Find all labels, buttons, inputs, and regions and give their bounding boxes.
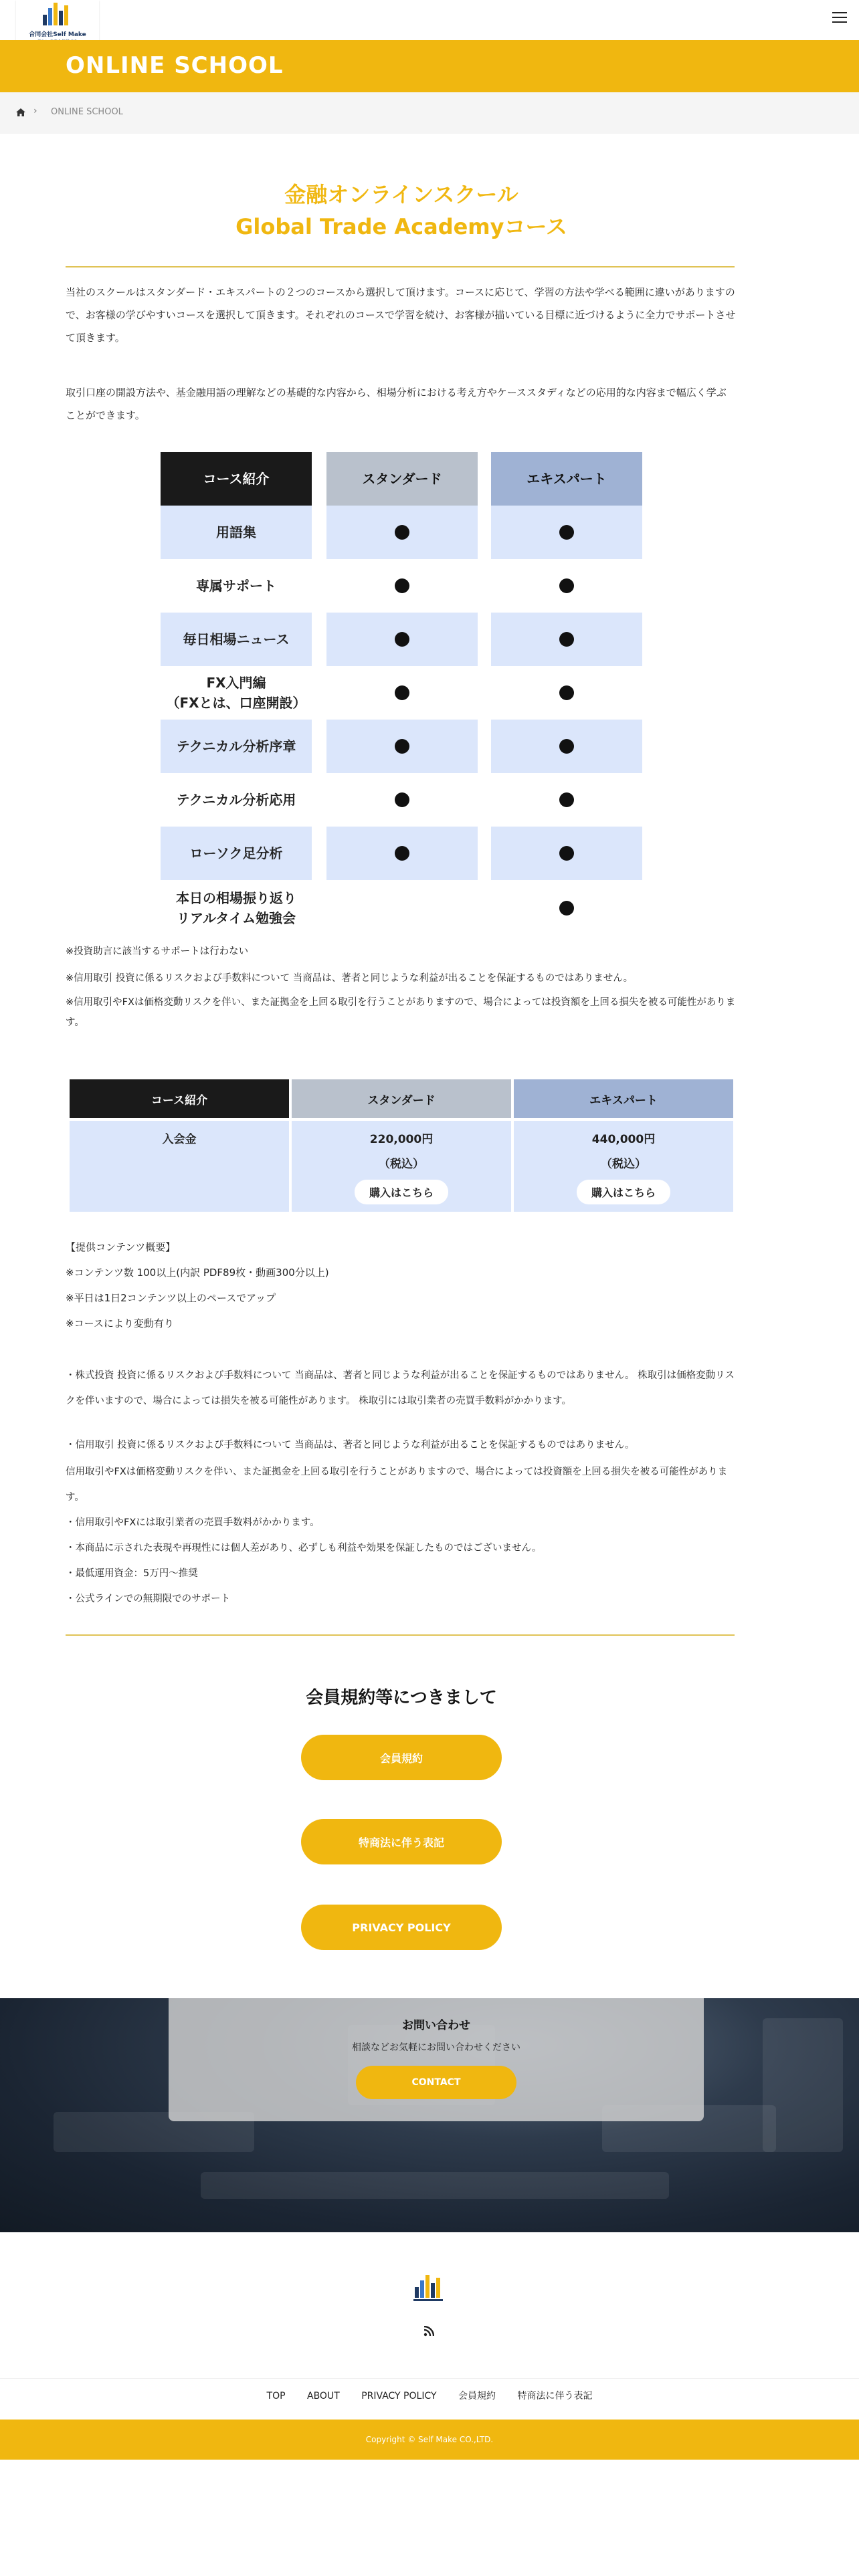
feature-row-label: FX入門編 （FXとは、口座開設） [166,675,306,711]
price-tax: （税込） [379,1158,424,1171]
disclaimer-paragraph: ・株式投資 投資に係るリスクおよび手数料について 当商品は、著者と同じような利益が出ることを保証するものではありません。 株取引は価格変動リスクを伴いますので、場合によっては損失を被る可能性があります。 株取引には取引業者の売買手数料がかかります。 [66,1370,735,1406]
feature-check-standard [326,720,478,773]
site-logo[interactable] [16,0,99,45]
check-dot-icon [559,901,574,916]
feature-check-expert [491,559,642,613]
price-standard: 220,000円 [369,1133,434,1146]
disclaimer-paragraph: 信用取引やFXは価格変動リスクを伴い、また証拠金を上回る取引を行うことがありますので、場合によっては投資額を上回る損失を被る可能性があります。 [66,1467,728,1503]
contents-item: ※コースにより変動有り [66,1317,174,1329]
note-line: ※信用取引 投資に係るリスクおよび手数料について 当商品は、著者と同じような利益が出ることを保証するものではありません。 [66,973,634,984]
check-dot-icon [395,792,409,807]
disclaimer-item: ・本商品に示された表現や再現性には個人差があり、必ずしも利益や効果を保証したものではございません。 [66,1543,542,1553]
breadcrumb [0,92,859,134]
feature-check-standard [326,506,478,559]
check-dot-icon [395,739,409,754]
feature-check-standard [326,773,478,827]
menu-icon[interactable] [832,12,847,24]
membership-heading: 会員規約等につきまして [306,1688,497,1708]
feature-check-expert [491,773,642,827]
footer-link-top[interactable]: TOP [266,2391,286,2401]
price-standard-cell [292,1121,511,1212]
section-title-line1: 金融オンラインスクール [284,182,518,207]
price-expert: 440,000円 [591,1133,656,1146]
check-dot-icon [395,578,409,593]
table-header-course: コース紹介 [161,452,312,506]
top-bar [0,0,859,40]
intro-paragraph-2: 取引口座の開設方法や、基金融用語の理解などの基礎的な内容から、相場分析における考え方やケーススタディなどの応用的な内容まで幅広く学ぶことができます。 [66,387,727,421]
feature-row-label: 用語集 [161,506,312,559]
page-title: ONLINE SCHOOL [66,52,284,79]
logo-name: 合同会社Self Make [29,31,86,38]
price-row-label: 入会金 [162,1133,197,1146]
feature-check-expert [491,720,642,773]
check-dot-icon [559,846,574,861]
contents-item: ※平日は1日2コンテンツ以上のペースでアップ [66,1292,276,1304]
footer-link-terms[interactable]: 会員規約 [458,2391,496,2401]
price-header-expert: エキスパート [514,1079,733,1118]
commercial-law-button[interactable]: 特商法に伴う表記 [301,1819,502,1864]
footer-nav [0,2389,859,2402]
feature-check-expert [491,666,642,720]
feature-check-standard [326,666,478,720]
feature-row-label: 本日の相場振り返り リアルタイム勉強会 [176,890,296,926]
check-dot-icon [395,846,409,861]
check-dot-icon [559,632,574,647]
feature-row-label: ローソク足分析 [161,827,312,880]
check-dot-icon [559,792,574,807]
page-hero [0,40,859,92]
price-header-standard: スタンダード [292,1079,511,1118]
rss-icon[interactable] [423,2326,434,2337]
disclaimer-item: ・公式ラインでの無期限でのサポート [66,1594,231,1604]
footer-logo-icon[interactable] [409,2272,450,2303]
table-header-standard: スタンダード [326,452,478,506]
contact-heading: お問い合わせ [402,2019,470,2032]
feature-row-label: テクニカル分析序章 [161,720,312,773]
feature-row-label: 専属サポート [196,578,276,594]
check-dot-icon [559,525,574,540]
feature-check-expert [491,506,642,559]
logo-mark-icon [40,0,75,28]
note-line: ※信用取引やFXは価格変動リスクを伴い、また証拠金を上回る取引を行うことがありますので、場合によっては投資額を上回る損失を被る可能性があります。 [66,997,736,1028]
feature-check-expert [491,827,642,880]
contact-button[interactable]: CONTACT [356,2066,516,2099]
contact-subtext: 相談などお気軽にお問い合わせください [352,2042,520,2053]
feature-row-label: テクニカル分析応用 [176,792,296,808]
price-row-label-cell [70,1121,289,1212]
footer-link-about[interactable]: ABOUT [307,2391,340,2401]
buy-standard-button[interactable]: 購入はこちら [355,1180,448,1204]
footer-link-commercial-law[interactable]: 特商法に伴う表記 [517,2391,593,2401]
section-title-line2: Global Trade Academyコース [235,214,567,239]
price-header-course: コース紹介 [70,1079,289,1118]
feature-check-expert [491,880,642,936]
check-dot-icon [559,739,574,754]
price-expert-cell [514,1121,733,1212]
note-line: ※投資助言に該当するサポートは行わない [66,946,249,957]
feature-check-expert [491,613,642,666]
terms-button[interactable]: 会員規約 [301,1735,502,1780]
check-dot-icon [395,632,409,647]
disclaimer-item: ・信用取引やFXには取引業者の売買手数料がかかります。 [66,1517,320,1528]
footer-link-privacy[interactable]: PRIVACY POLICY [361,2391,437,2401]
divider [66,266,735,267]
feature-row-label: 毎日相場ニュース [161,613,312,666]
feature-check-standard [326,827,478,880]
disclaimer-item: ・最低運用資金：5万円〜推奨 [66,1568,198,1579]
chevron-right-icon: › [33,106,37,116]
feature-check-standard [326,559,478,613]
contact-box [169,1998,704,2121]
table-header-expert: エキスパート [491,452,642,506]
breadcrumb-current: ONLINE SCHOOL [51,107,123,117]
contents-heading: 【提供コンテンツ概要】 [66,1241,176,1253]
intro-paragraph: 当社のスクールはスタンダード・エキスパートの２つのコースから選択して頂けます。コースに応じて、学習の方法や学べる範囲に違いがありますので、お客様の学びやすいコースを選択して頂きます。それぞれのコースで学習を続け、お客様が描いている目標に近づけるように全力でサポートさせて頂きます。 [66,286,736,344]
check-dot-icon [395,525,409,540]
contents-item: ※コンテンツ数 100以上(内訳 PDF89枚・動画300分以上) [66,1267,329,1279]
feature-check-standard [326,613,478,666]
divider [66,1634,735,1636]
disclaimer-paragraph: ・信用取引 投資に係るリスクおよび手数料について 当商品は、著者と同じような利益が出ることを保証するものではありません。 [66,1440,635,1451]
footer-divider [0,2378,859,2379]
privacy-policy-button[interactable]: PRIVACY POLICY [301,1905,502,1950]
check-dot-icon [559,685,574,700]
home-icon[interactable] [16,108,25,116]
buy-expert-button[interactable]: 購入はこちら [577,1180,670,1204]
price-tax: （税込） [601,1158,646,1171]
check-dot-icon [395,685,409,700]
copyright: Copyright © Self Make CO.,LTD. [0,2420,859,2460]
check-dot-icon [559,578,574,593]
